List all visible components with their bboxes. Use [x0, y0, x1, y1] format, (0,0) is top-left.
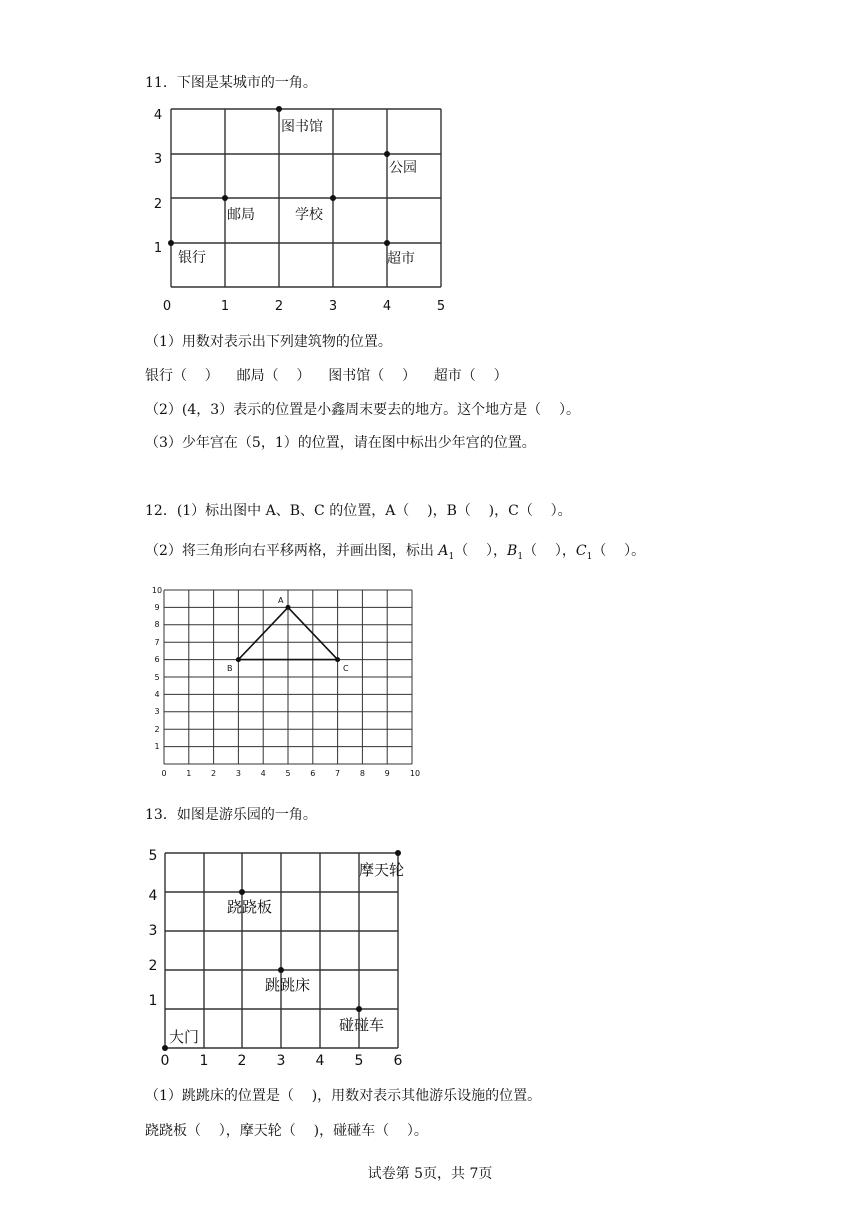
q12-y-tick: 7 — [154, 638, 160, 647]
q12-x-tick: 2 — [211, 769, 217, 778]
point-c — [335, 657, 340, 662]
gate-point — [162, 1045, 168, 1051]
q12-y-tick: 2 — [154, 725, 160, 734]
q13-x-tick: 2 — [237, 1053, 247, 1069]
seesaw-label: 跷跷板 — [227, 898, 273, 916]
q12-x-tick: 6 — [310, 769, 316, 778]
a1-blank: （ ）， — [454, 543, 508, 559]
a1-subscript: 1 — [448, 551, 455, 562]
q12-x-tick: 0 — [161, 769, 167, 778]
q13-sub1-items: 跷跷板（ ），摩天轮（ )，碰碰车（ ）。 — [145, 1123, 428, 1139]
q13-y-tick: 3 — [148, 923, 158, 939]
q13-x-tick: 5 — [354, 1053, 364, 1069]
q12-y-tick: 4 — [154, 690, 160, 699]
q11-x-tick: 3 — [328, 299, 338, 314]
q11-y-tick: 4 — [153, 108, 163, 123]
q13-x-tick: 0 — [160, 1053, 170, 1069]
q12-y-tick: 6 — [154, 655, 160, 664]
point-a — [286, 605, 291, 610]
q12-x-tick: 1 — [186, 769, 192, 778]
trampoline-point — [278, 967, 284, 973]
post-office-point — [222, 195, 228, 201]
bumper-car-label: 碰碰车 — [339, 1016, 385, 1034]
ferris-wheel-label: 摩天轮 — [359, 861, 405, 879]
label-a: A — [278, 596, 284, 605]
q11-sub1: （1）用数对表示出下列建筑物的位置。 — [145, 334, 392, 350]
q12-line2 — [145, 542, 645, 566]
q11-x-tick: 2 — [274, 299, 284, 314]
library-label: 图书馆 — [281, 119, 323, 135]
q13-x-tick: 4 — [315, 1053, 325, 1069]
bumper-car-point — [356, 1006, 362, 1012]
q11-sub1-items: 银行（ ） 邮局（ ） 图书馆（ ） 超市（ ） — [145, 368, 508, 384]
q12-line1: 12．(1）标出图中 A、B、C 的位置，A（ )，B（ )，C（ ）。 — [145, 503, 572, 519]
q11-title: 11．下图是某城市的一角。 — [145, 75, 317, 91]
q12-y-tick: 8 — [154, 620, 160, 629]
c1-blank: （ ）。 — [592, 543, 646, 559]
post-office-label: 邮局 — [227, 207, 255, 223]
q13-x-tick: 6 — [393, 1053, 403, 1069]
q13-y-tick: 4 — [148, 888, 158, 904]
q12-x-tick: 4 — [260, 769, 266, 778]
park-label: 公园 — [389, 160, 417, 176]
q12-y-tick: 5 — [154, 673, 160, 682]
q11-x-tick: 1 — [220, 299, 230, 314]
q12-x-tick: 10 — [409, 769, 421, 778]
q12-y-tick: 10 — [151, 586, 163, 595]
q12-y-tick: 9 — [154, 603, 160, 612]
q11-y-tick: 3 — [153, 152, 163, 167]
trampoline-label: 跳跳床 — [265, 976, 311, 994]
b1-symbol: B — [507, 543, 518, 559]
c1-symbol: C — [575, 543, 587, 559]
bank-point — [168, 240, 174, 246]
q12-x-tick: 3 — [235, 769, 241, 778]
q12-y-tick: 3 — [154, 707, 160, 716]
market-point — [384, 240, 390, 246]
q12-x-tick: 7 — [335, 769, 341, 778]
q12-grid-figure — [145, 585, 435, 785]
seesaw-point — [239, 889, 245, 895]
q13-y-tick: 1 — [148, 993, 158, 1009]
q12-y-tick: 1 — [154, 742, 160, 751]
q13-sub1: （1）跳跳床的位置是（ )，用数对表示其他游乐设施的位置。 — [145, 1088, 542, 1104]
q11-y-tick: 1 — [153, 241, 163, 256]
q13-y-tick: 5 — [148, 848, 158, 864]
q13-y-tick: 2 — [148, 958, 158, 974]
park-point — [384, 151, 390, 157]
q11-sub3: （3）少年宫在（5，1）的位置，请在图中标出少年宫的位置。 — [145, 435, 536, 451]
b1-subscript: 1 — [517, 551, 524, 562]
q13-title: 13．如图是游乐园的一角。 — [145, 807, 317, 823]
q13-x-tick: 3 — [276, 1053, 286, 1069]
q11-x-tick: 4 — [382, 299, 392, 314]
label-b: B — [227, 664, 233, 673]
q11-grid-figure — [145, 100, 465, 320]
b1-blank: （ ）， — [523, 543, 576, 559]
ferris-wheel-point — [395, 850, 401, 856]
q12-x-tick: 5 — [285, 769, 291, 778]
q12-line2-prefix: （2）将三角形向右平移两格，并画出图，标出 — [145, 543, 439, 559]
q12-x-tick: 8 — [359, 769, 365, 778]
q11-x-tick: 5 — [436, 299, 446, 314]
bank-label: 银行 — [178, 250, 206, 266]
q12-grid-lines — [164, 590, 412, 764]
point-b — [236, 657, 241, 662]
school-point — [330, 195, 336, 201]
q13-x-tick: 1 — [199, 1053, 209, 1069]
library-point — [276, 106, 282, 112]
c1-subscript: 1 — [586, 551, 593, 562]
q13-grid-figure — [145, 845, 425, 1070]
q11-y-tick: 2 — [153, 197, 163, 212]
school-label: 学校 — [295, 207, 323, 223]
q12-x-tick: 9 — [384, 769, 390, 778]
market-label: 超市 — [387, 251, 415, 267]
q11-sub2: （2）(4，3）表示的位置是小鑫周末要去的地方。这个地方是（ ）。 — [145, 402, 580, 418]
gate-label: 大门 — [169, 1028, 200, 1046]
label-c: C — [343, 664, 349, 673]
a1-symbol: A — [438, 543, 449, 559]
q11-x-tick: 0 — [162, 299, 172, 314]
page-footer: 试卷第 5页，共 7页 — [367, 1166, 493, 1182]
